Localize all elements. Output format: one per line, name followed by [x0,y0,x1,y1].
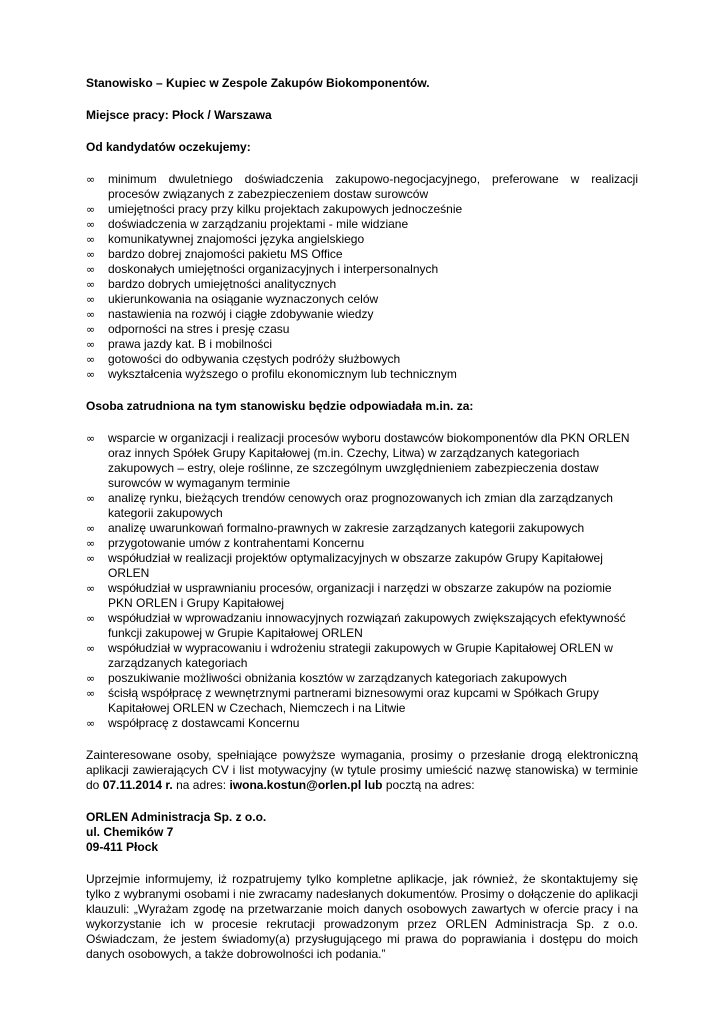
list-item: ∞ minimum dwuletniego doświadczenia zakupowo-negocjacyjnego, preferowane w realizacji procesów związanych z zabezpieczeniem dostaw surowców [86,172,638,201]
expectations-heading: Od kandydatów oczekujemy: [86,140,251,154]
infinity-bullet-icon: ∞ [86,278,96,291]
infinity-bullet-icon: ∞ [86,552,96,565]
responsibilities-list [86,431,638,731]
infinity-bullet-icon: ∞ [86,642,96,655]
infinity-bullet-icon: ∞ [86,582,96,595]
responsibilities-heading: Osoba zatrudniona na tym stanowisku będzie odpowiadała m.in. za: [86,399,474,413]
infinity-bullet-icon: ∞ [86,248,96,261]
address-city: 09-411 Płock [86,840,159,854]
work-location: Miejsce pracy: Płock / Warszawa [86,108,272,122]
infinity-bullet-icon: ∞ [86,368,96,381]
job-posting [86,76,638,962]
infinity-bullet-icon: ∞ [86,687,96,700]
infinity-bullet-icon: ∞ [86,263,96,276]
infinity-bullet-icon: ∞ [86,537,96,550]
infinity-bullet-icon: ∞ [86,432,96,445]
list-item: ∞ komunikatywnej znajomości języka angielskiego [86,232,365,246]
list-item: ∞ przygotowanie umów z kontrahentami Koncernu [86,536,365,550]
infinity-bullet-icon: ∞ [86,353,96,366]
infinity-bullet-icon: ∞ [86,218,96,231]
list-item: ∞ współudział w wypracowaniu i wdrożeniu strategii zakupowych w Grupie Kapitałowej ORLEN w zarządzanych kategoriach [86,641,613,670]
list-item: ∞ ścisłą współpracę z wewnętrznymi partnerami biznesowymi oraz kupcami w Spółkach Grupy Kapitałowej ORLEN w Czechach, Niemczech i na Litwie [86,686,599,715]
address-street: ul. Chemików 7 [86,825,174,839]
infinity-bullet-icon: ∞ [86,338,96,351]
list-item: ∞ bardzo dobrej znajomości pakietu MS Office [86,247,343,261]
list-item: ∞ współudział w wprowadzaniu innowacyjnych rozwiązań zakupowych zwiększających efektywność funkcji zakupowej w Grupie Kapitałowej ORLEN [86,611,626,640]
list-item: ∞ współudział w realizacji projektów optymalizacyjnych w obszarze zakupów Grupy Kapitałowej ORLEN [86,551,603,580]
requirements-list [86,172,638,382]
list-item: ∞ doskonałych umiejętności organizacyjnych i interpersonalnych [86,262,439,276]
job-title: Stanowisko – Kupiec w Zespole Zakupów Biokomponentów. [86,76,430,90]
infinity-bullet-icon: ∞ [86,522,96,535]
list-item: ∞ wykształcenia wyższego o profilu ekonomicznym lub technicznym [86,367,457,381]
application-deadline: 07.11.2014 r. [102,778,173,792]
list-item: ∞ współpracę z dostawcami Koncernu [86,716,300,730]
infinity-bullet-icon: ∞ [86,308,96,321]
infinity-bullet-icon: ∞ [86,717,96,730]
list-item: ∞ nastawienia na rozwój i ciągłe zdobywanie wiedzy [86,307,374,321]
list-item: ∞ wsparcie w organizacji i realizacji procesów wyboru dostawców biokomponentów dla PKN ORLEN oraz innych Spółek Grupy Kapitałowej (m.in. Czechy, Litwa) w zarządzanych kategoriach zakupowych – estry, oleje roślinne, ze szczególnym uwzględnieniem zabezpieczenia dostaw surowców w wymaganym terminie [86,431,630,490]
application-instructions: Zainteresowane osoby, spełniające powyższe wymagania, prosimy o przesłanie drogą elektroniczną aplikacji zawierających CV i list motywacyjny (w tytule prosimy umieścić nazwę stanowiska) w terminie do 07.11.2014 r. na adres: iwona.kostun@orlen.pl lub pocztą na adres: [86,748,638,792]
list-item: ∞ doświadczenia w zarządzaniu projektami - mile widziane [86,217,409,231]
list-item: ∞ analizę rynku, bieżących trendów cenowych oraz prognozowanych ich zmian dla zarządzanych kategorii zakupowych [86,491,613,520]
list-item: ∞ współudział w usprawnianiu procesów, organizacji i narzędzi w obszarze zakupów na poziomie PKN ORLEN i Grupy Kapitałowej [86,581,612,610]
application-email: iwona.kostun@orlen.pl lub [229,778,383,792]
closing-note: Uprzejmie informujemy, iż rozpatrujemy tylko kompletne aplikacje, jak również, że skontaktujemy się tylko z wybranymi osobami i nie zwracamy nadesłanych dokumentów. Prosimy o dołączenie do aplikacji klauzuli: „Wyrażam zgodę na przetwarzanie moich danych osobowych zawartych w ofercie pracy i na wykorzystanie ich w procesie rekrutacji prowadzonym przez ORLEN Administracja Sp. z o.o. Oświadczam, że jestem świadomy(a) przysługującego mi prawa do poprawiania i dostępu do moich danych osobowych, a także dobrowolności ich podania.” [86,872,638,961]
infinity-bullet-icon: ∞ [86,233,96,246]
infinity-bullet-icon: ∞ [86,293,96,306]
list-item: ∞ bardzo dobrych umiejętności analitycznych [86,277,337,291]
list-item: ∞ analizę uwarunkowań formalno-prawnych w zakresie zarządzanych kategorii zakupowych [86,521,585,535]
infinity-bullet-icon: ∞ [86,612,96,625]
infinity-bullet-icon: ∞ [86,323,96,336]
list-item: ∞ umiejętności pracy przy kilku projektach zakupowych jednocześnie [86,202,463,216]
list-item: ∞ odporności na stres i presję czasu [86,322,290,336]
list-item: ∞ gotowości do odbywania częstych podróży służbowych [86,352,401,366]
infinity-bullet-icon: ∞ [86,492,96,505]
infinity-bullet-icon: ∞ [86,672,96,685]
mailing-address [86,810,638,855]
list-item: ∞ poszukiwanie możliwości obniżania kosztów w zarządzanych kategoriach zakupowych [86,671,567,685]
list-item: ∞ ukierunkowania na osiąganie wyznaczonych celów [86,292,379,306]
list-item: ∞ prawa jazdy kat. B i mobilności [86,337,273,351]
infinity-bullet-icon: ∞ [86,203,96,216]
address-company: ORLEN Administracja Sp. z o.o. [86,810,267,824]
infinity-bullet-icon: ∞ [86,173,96,186]
